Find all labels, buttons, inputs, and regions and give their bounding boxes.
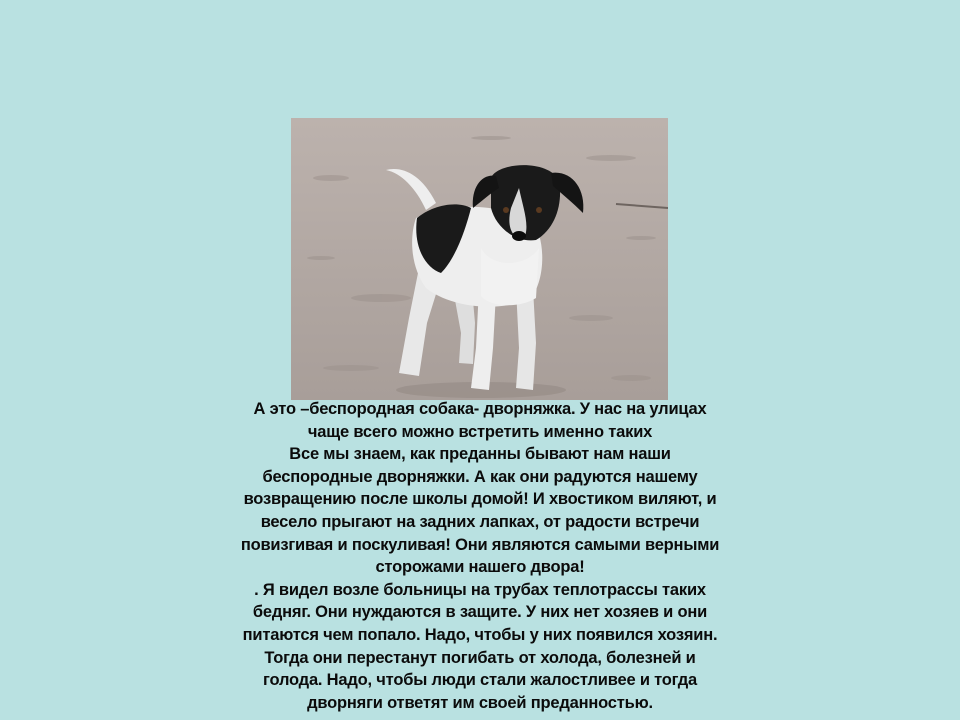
dog-nose [512, 231, 526, 241]
story-line: бедняг. Они нуждаются в защите. У них нет хозяев и они [252, 603, 708, 622]
story-line: голода. Надо, чтобы люди стали жалостливее и тогда [263, 671, 697, 690]
story-paragraph [160, 398, 800, 714]
story-line: Все мы знаем, как преданны бывают нам наши [289, 445, 671, 464]
story-line: повизгивая и поскуливая! Они являются самыми верными [240, 535, 720, 554]
story-line: . Я видел возле больницы на трубах теплотрассы таких [254, 580, 706, 599]
story-line: питаются чем попало. Надо, чтобы у них появился хозяин. [242, 625, 718, 644]
story-line: беспородные дворняжки. А как они радуются нашему [262, 467, 698, 486]
story-line: сторожами нашего двора! [375, 558, 585, 577]
dog-photo-image [291, 118, 668, 400]
story-line: А это –беспородная собака- дворняжка. У нас на улицах [253, 400, 707, 418]
dog-photo [291, 118, 668, 400]
story-line: возвращению после школы домой! И хвостиком виляют, и [243, 490, 717, 509]
dog-eye-left [503, 207, 509, 213]
story-line: весело прыгают на задних лапках, от радости встречи [260, 512, 700, 531]
story-line: Тогда они перестанут погибать от холода, болезней и [264, 648, 696, 667]
story-line: чаще всего можно встретить именно таких [307, 422, 653, 441]
story-line: дворняги ответят им своей преданностью. [307, 693, 653, 712]
dog-eye-right [536, 207, 542, 213]
